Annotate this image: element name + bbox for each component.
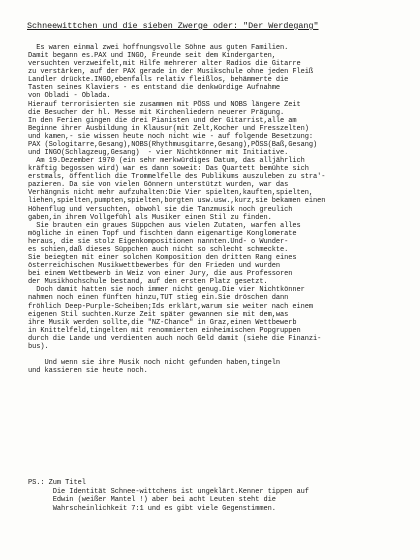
body-line: Landler drückte.INGO,ebenfalls relativ fleißlos, behämmerte die (28, 76, 289, 85)
body-line: und kassieren sie heute noch. (28, 367, 148, 376)
body-line: die Besucher der hl. Messe mit Kirchenliedern neuerer Prägung. (28, 108, 285, 117)
body-line: Damit begann es.PAX und INGO, Freunde seit dem Kindergarten, (28, 52, 276, 61)
body-line: erstmals, öffentlich die Trommelfelle des Publikums auszuleben zu stra'- (28, 173, 326, 182)
body-line: Und wenn sie ihre Musik noch nicht gefunden haben,tingeln (28, 359, 280, 368)
body-line: Höhenflug und versuchten, obwohl sie die Tanzmusik noch greulich (28, 205, 293, 214)
body-line: und kamen,- sie wissen heute noch nicht wie - auf folgende Besetzung: (28, 132, 314, 141)
body-line: ihre Musik werden sollte,die "NZ-Chance" in Graz,einen Wettbewerb (28, 318, 297, 327)
body-line: österreichischen Musikwettbewerbes für den Frieden und wurden (28, 262, 280, 271)
body-line: zu verstärken, auf der PAX gerade in der Musikschule ohne jeden Fleiß (28, 68, 314, 77)
postscript-line: PS.: Zum Titel (28, 479, 86, 487)
body-line: versuchten verzweifelt,mit Hilfe mehrerer alter Radios die Gitarre (28, 60, 301, 69)
body-line: gaben,in ihrem Vollgefühl als Musiker einen Stil zu finden. (28, 213, 272, 222)
body-line: fröhlich Deep-Purple-Scheiben;Ids erklärt,warum sie weiter nach einem (28, 302, 314, 311)
body-line: In den Ferien gingen die drei Pianisten und der Gitarrist,alle am (28, 116, 297, 125)
body-line: Es waren einmal zwei hoffnungsvolle Söhne aus guten Familien. (28, 44, 289, 52)
body-line: pazieren. Da sie von vielen Gönnern unterstützt wurden, war das (28, 181, 289, 190)
body-line: eigenen Stil suchten.Kurze Zeit später gewannen sie mit dem,was (28, 310, 289, 319)
body-line: durch die Lande und verdienten auch noch Geld damit (siehe die Finanzi- (28, 334, 322, 343)
body-line: es schien,daß dieses Süppchen auch nicht so schlecht schmeckte. (28, 245, 289, 254)
body-line: Am 19.Dezember 1970 (ein sehr merkwürdiges Datum, das alljährlich (28, 157, 305, 166)
document-title: Schneewittchen und die sieben Zwerge oder: "Der Werdegang" (27, 21, 319, 31)
body-line: mögliche in einen Topf und fischten dann eigenartige Konglomerate (28, 229, 297, 238)
body-line: liehen,spielten,pumpten,spielten,borgten usw.usw.,kurz,sie bekamen einen (28, 197, 326, 206)
body-line: kräftig begossen wird) war es dann soweit: Das Quartett bemühte sich (28, 165, 309, 174)
body-line: Tasten seines Klaviers - es entstand die denkwürdige Aufnahme (28, 84, 280, 93)
postscript-line: Die Identität Schnee-wittchens ist ungeklärt.Kenner tippen auf (28, 487, 309, 496)
body-line: und INGO(Schlagzeug,Gesang) - vier Nichtkönner mit Initiative. (28, 149, 289, 158)
body-line: bei einem Wettbewerb in Weiz von einer Jury, die aus Professoren (28, 270, 293, 279)
body-line: der Musikhochschule bestand, auf den ersten Platz gesetzt. (28, 278, 268, 287)
body-text (28, 44, 420, 375)
body-line: bus). (28, 342, 49, 351)
body-line: Sie brauten ein graues Süppchen aus vielen Zutaten, warfen alles (28, 221, 301, 230)
postscript-line: Edwin (weißer Mantel !) aber bei acht Leuten steht die (28, 496, 276, 505)
body-line: PAX (Sologitarre,Gesang),NOBS(Rhythmusgitarre,Gesang),PÖSS(Baß,Gesang) (28, 140, 318, 149)
body-line: Sie beiegten mit einer solchen Komposition den dritten Rang eines (28, 254, 297, 263)
body-line (28, 351, 420, 359)
body-line: Verhängnis nicht mehr aufzuhalten:Die Vier spielten,kauften,spielten, (28, 189, 314, 198)
postscript (28, 479, 420, 513)
body-line: Doch damit hatten sie noch immer nicht genug.Die vier Nichtkönner (28, 286, 305, 295)
postscript-line: Wahrscheinlichkeit 7:1 und es gibt viele Gegenstimmen. (28, 504, 276, 513)
body-line: heraus, die sie stolz Eigenkompositionen nannten.Und- o Wunder- (28, 237, 289, 246)
body-line: nahmen noch einen fünften hinzu,TUT stieg ein.Sie dröschen dann (28, 294, 289, 303)
body-line: von Obladi - Oblada. (28, 92, 111, 101)
body-line: Hierauf terrorisierten sie zusammen mit PÖSS und NOBS längere Zeit (28, 100, 301, 109)
body-line: in Knittelfeld,tingelten mit renommierten einheimischen Popgruppen (28, 326, 301, 335)
body-line: Beginne ihrer Ausbildung in Klausur(mit Zelt,Kocher und Fresszelten) (28, 124, 309, 133)
